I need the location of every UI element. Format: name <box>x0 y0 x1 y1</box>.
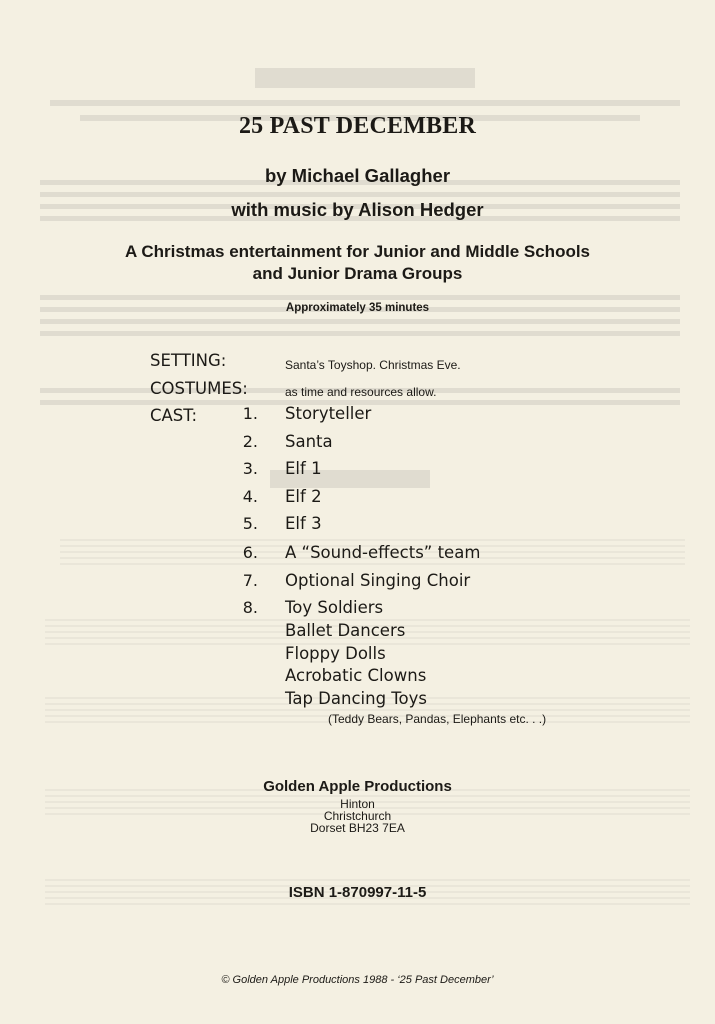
cast-number: 1. <box>242 404 258 423</box>
cast-number: 5. <box>242 514 258 533</box>
cast-number: 3. <box>242 459 258 478</box>
publisher-address-line: Dorset BH23 7EA <box>310 821 405 835</box>
music-credit: with music by Alison Hedger <box>231 199 484 220</box>
cast-name: Elf 2 <box>285 487 322 506</box>
cast-number: 7. <box>242 571 258 590</box>
cast-name: A “Sound-effects” team <box>285 543 481 562</box>
cast-number: 8. <box>242 598 258 617</box>
duration: Approximately 35 minutes <box>285 302 430 314</box>
publisher-address-line: Christchurch <box>323 809 392 823</box>
setting-label: SETTING: <box>150 351 227 370</box>
toy-group: Ballet Dancers <box>285 621 406 640</box>
toy-group: Acrobatic Clowns <box>285 666 427 685</box>
page-title: 25 PAST DECEMBER <box>238 113 476 139</box>
cast-label: CAST: <box>150 406 198 425</box>
toys-note: (Teddy Bears, Pandas, Elephants etc. . .) <box>328 712 547 726</box>
subtitle-line-2: and Junior Drama Groups <box>252 264 463 283</box>
cast-name: Elf 1 <box>285 459 322 478</box>
cast-name: Optional Singing Choir <box>285 571 471 590</box>
copyright-notice: © Golden Apple Productions 1988 - ‘25 Past December’ <box>221 974 494 986</box>
cast-name: Storyteller <box>285 404 372 423</box>
cast-number: 2. <box>242 432 258 451</box>
publisher-name: Golden Apple Productions <box>263 778 452 795</box>
subtitle-line-1: A Christmas entertainment for Junior and Middle Schools <box>124 242 591 261</box>
isbn: ISBN 1-870997-11-5 <box>288 884 427 901</box>
costumes-label: COSTUMES: <box>150 379 248 398</box>
toy-group: Floppy Dolls <box>285 644 386 663</box>
cast-name: Elf 3 <box>285 514 322 533</box>
publisher-address-line: Hinton <box>340 797 375 811</box>
cast-name: Santa <box>285 432 333 451</box>
cast-number: 6. <box>242 543 258 562</box>
cast-name: Toy Soldiers <box>285 598 384 617</box>
cast-number: 4. <box>242 487 258 506</box>
setting-value: Santa’s Toyshop. Christmas Eve. <box>285 358 461 372</box>
costumes-value: as time and resources allow. <box>285 385 437 399</box>
author-byline: by Michael Gallagher <box>264 165 451 186</box>
toy-group: Tap Dancing Toys <box>285 689 428 708</box>
